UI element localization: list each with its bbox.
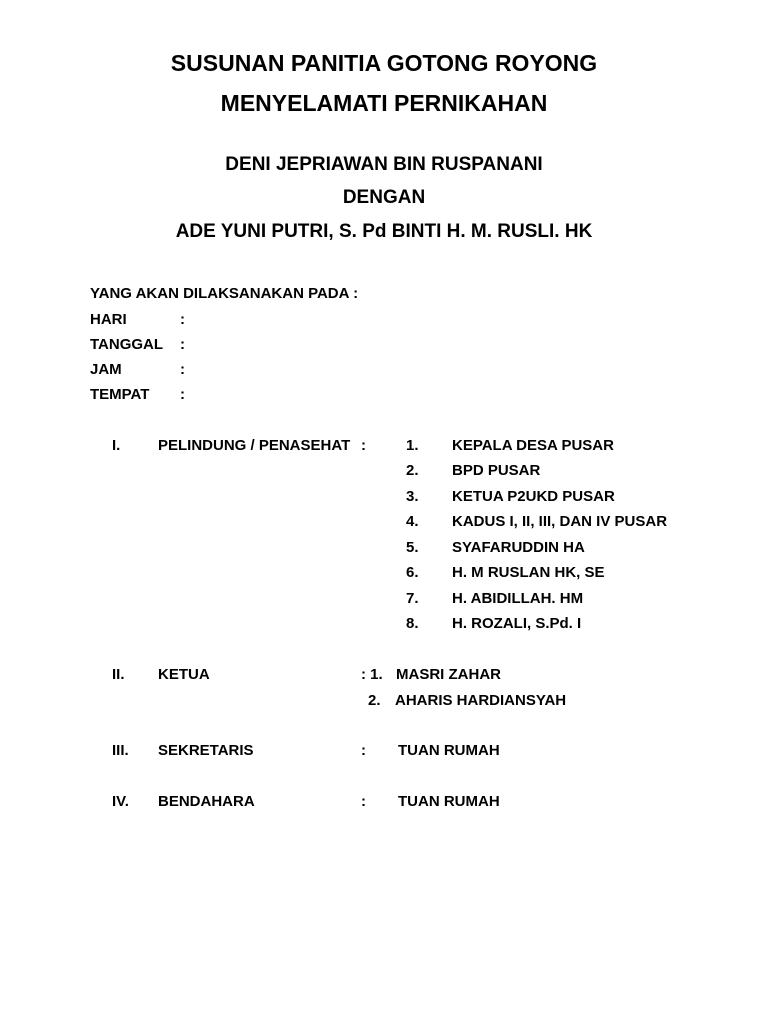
schedule-label-day: HARI [90, 311, 127, 328]
member-name: TUAN RUMAH [398, 793, 500, 810]
section-colon: : [361, 793, 366, 810]
section-colon: : [361, 437, 366, 454]
connector-word: DENGAN [342, 187, 426, 208]
member-number: 6. [406, 564, 419, 581]
member-number: 4. [406, 513, 419, 530]
member-number: 1. [406, 437, 419, 454]
schedule-colon: : [180, 386, 185, 403]
schedule-colon: : [180, 361, 185, 378]
schedule-label-date: TANGGAL [90, 336, 164, 353]
member-number: 7. [406, 590, 419, 607]
schedule-label-time: JAM [90, 361, 122, 378]
section-colon: : [361, 742, 366, 759]
member-name: KEPALA DESA PUSAR [452, 437, 614, 454]
member-name: KADUS I, II, III, DAN IV PUSAR [452, 513, 668, 530]
member-number: 2. [406, 462, 419, 479]
member-number: 3. [406, 488, 419, 505]
member-number: 2. [368, 692, 381, 709]
document-title-line-2: MENYELAMATI PERNIKAHAN [220, 90, 548, 116]
member-name: H. ROZALI, S.Pd. I [452, 615, 582, 632]
section-numeral: III. [112, 742, 129, 759]
member-name: KETUA P2UKD PUSAR [452, 488, 615, 505]
member-number: 8. [406, 615, 419, 632]
section-role-label: BENDAHARA [158, 793, 255, 810]
section-role-label: PELINDUNG / PENASEHAT [158, 437, 351, 454]
section-colon: : 1. [361, 666, 383, 683]
member-name: TUAN RUMAH [398, 742, 500, 759]
member-name: H. M RUSLAN HK, SE [452, 564, 605, 581]
schedule-intro: YANG AKAN DILAKSANAKAN PADA : [90, 285, 359, 302]
member-name: SYAFARUDDIN HA [452, 539, 585, 556]
member-number: 5. [406, 539, 419, 556]
member-name: BPD PUSAR [452, 462, 541, 479]
section-numeral: IV. [112, 793, 129, 810]
document-title-line-1: SUSUNAN PANITIA GOTONG ROYONG [170, 50, 598, 76]
schedule-colon: : [180, 311, 185, 328]
section-role-label: SEKRETARIS [158, 742, 254, 759]
section-numeral: I. [112, 437, 121, 454]
member-name: MASRI ZAHAR [396, 666, 501, 683]
groom-name: DENI JEPRIAWAN BIN RUSPANANI [225, 154, 543, 175]
member-name: AHARIS HARDIANSYAH [395, 692, 567, 709]
section-numeral: II. [112, 666, 125, 683]
schedule-label-place: TEMPAT [90, 386, 150, 403]
bride-name: ADE YUNI PUTRI, S. Pd BINTI H. M. RUSLI. HK [175, 221, 593, 242]
section-role-label: KETUA [158, 666, 210, 683]
schedule-colon: : [180, 336, 185, 353]
member-name: H. ABIDILLAH. HM [452, 590, 584, 607]
